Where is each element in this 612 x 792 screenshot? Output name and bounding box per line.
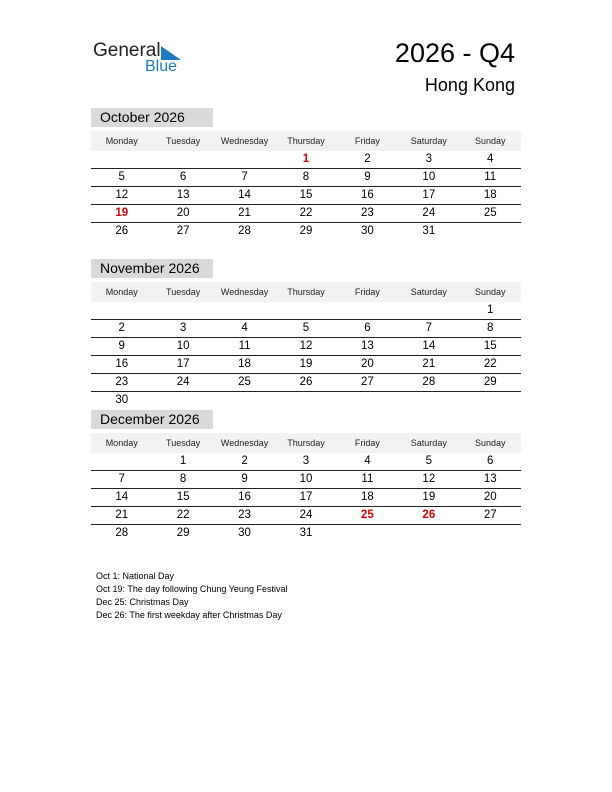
day-cell: 17 bbox=[299, 491, 313, 503]
day-cell: 17 bbox=[176, 358, 190, 370]
day-cell: 16 bbox=[238, 491, 251, 503]
week-row bbox=[91, 169, 521, 187]
weekday-label: Monday bbox=[105, 287, 138, 297]
weekday-label: Sunday bbox=[474, 438, 506, 448]
week-row bbox=[91, 223, 521, 240]
day-cell: 4 bbox=[487, 153, 494, 165]
day-cell: 3 bbox=[425, 153, 433, 165]
weekday-header-row bbox=[91, 282, 521, 302]
day-cell: 4 bbox=[364, 455, 371, 467]
day-cell: 16 bbox=[361, 189, 374, 201]
day-cell: 7 bbox=[425, 322, 433, 334]
weekday-header-row bbox=[91, 131, 521, 151]
month-title: October 2026 bbox=[91, 108, 213, 127]
day-cell: 25 bbox=[483, 207, 497, 219]
day-cell: 30 bbox=[361, 225, 374, 237]
day-cell: 22 bbox=[299, 207, 313, 219]
logo-text-general: General bbox=[93, 40, 161, 61]
day-cell: 19 bbox=[299, 358, 313, 370]
day-cell: 21 bbox=[115, 509, 129, 521]
day-cell: 31 bbox=[299, 527, 313, 539]
day-cell bbox=[214, 392, 275, 409]
weekday-label: Saturday bbox=[410, 136, 447, 146]
day-cell: 20 bbox=[483, 491, 497, 503]
day-cell: 7 bbox=[118, 473, 125, 485]
day-cell: 8 bbox=[179, 473, 187, 485]
weekday-label: Tuesday bbox=[166, 438, 201, 448]
holiday-notes bbox=[96, 570, 287, 622]
day-cell: 18 bbox=[361, 491, 374, 503]
day-cell: 8 bbox=[302, 171, 310, 183]
day-cell: 26 bbox=[115, 225, 129, 237]
day-cell: 24 bbox=[422, 207, 436, 219]
day-cell: 2 bbox=[118, 322, 125, 334]
week-row bbox=[91, 205, 521, 223]
weekday-label: Sunday bbox=[474, 287, 506, 297]
day-cell: 11 bbox=[484, 171, 497, 183]
weekday-label: Wednesday bbox=[220, 136, 269, 146]
day-cell: 23 bbox=[361, 207, 374, 219]
week-row bbox=[91, 320, 521, 338]
day-cell bbox=[152, 302, 213, 319]
weekday-label: Tuesday bbox=[166, 287, 201, 297]
day-cell: 6 bbox=[487, 455, 494, 467]
day-cell: 12 bbox=[299, 340, 313, 352]
day-cell: 27 bbox=[361, 376, 374, 388]
day-cell bbox=[91, 453, 152, 470]
day-cell: 29 bbox=[483, 376, 497, 388]
generalblue-logo bbox=[93, 40, 193, 80]
day-cell bbox=[337, 525, 398, 542]
day-cell bbox=[91, 151, 152, 168]
day-cell: 23 bbox=[115, 376, 129, 388]
day-cell: 24 bbox=[299, 509, 313, 521]
day-cell: 27 bbox=[176, 225, 190, 237]
day-cell: 28 bbox=[115, 527, 129, 539]
day-cell: 1 bbox=[487, 304, 494, 316]
day-cell: 15 bbox=[483, 340, 497, 352]
day-cell: 18 bbox=[483, 189, 497, 201]
day-cell bbox=[337, 392, 398, 409]
week-row bbox=[91, 471, 521, 489]
page-title: 2026 - Q4 bbox=[394, 38, 515, 68]
day-cell: 3 bbox=[179, 322, 187, 334]
weekday-label: Wednesday bbox=[220, 287, 269, 297]
weekday-label: Tuesday bbox=[166, 136, 201, 146]
holiday-day-cell: 26 bbox=[422, 509, 436, 521]
day-cell: 9 bbox=[241, 473, 248, 485]
day-cell: 11 bbox=[361, 473, 374, 485]
day-cell: 28 bbox=[238, 225, 251, 237]
month-october bbox=[91, 108, 521, 240]
day-cell: 26 bbox=[299, 376, 313, 388]
day-cell: 7 bbox=[241, 171, 248, 183]
day-cell: 5 bbox=[118, 171, 125, 183]
day-cell bbox=[337, 302, 398, 319]
day-cell bbox=[152, 151, 213, 168]
day-cell: 20 bbox=[176, 207, 190, 219]
week-row bbox=[91, 392, 521, 409]
logo-text-blue: Blue bbox=[145, 58, 178, 75]
day-cell: 5 bbox=[302, 322, 310, 334]
week-row bbox=[91, 187, 521, 205]
month-title: November 2026 bbox=[91, 259, 213, 278]
day-cell: 29 bbox=[176, 527, 190, 539]
day-cell: 10 bbox=[422, 171, 436, 183]
day-cell: 12 bbox=[115, 189, 129, 201]
holiday-note: Dec 26: The first weekday after Christmas Day bbox=[96, 610, 282, 620]
day-cell: 22 bbox=[483, 358, 497, 370]
weekday-label: Thursday bbox=[287, 438, 325, 448]
day-cell: 24 bbox=[176, 376, 190, 388]
weekday-label: Friday bbox=[354, 136, 380, 146]
day-cell bbox=[460, 223, 521, 240]
day-cell: 13 bbox=[176, 189, 190, 201]
weekday-label: Friday bbox=[354, 438, 380, 448]
day-cell: 8 bbox=[487, 322, 494, 334]
week-row bbox=[91, 489, 521, 507]
weekday-label: Friday bbox=[354, 287, 380, 297]
day-cell: 12 bbox=[422, 473, 436, 485]
week-row bbox=[91, 338, 521, 356]
day-cell bbox=[275, 392, 336, 409]
day-cell bbox=[152, 392, 213, 409]
weekday-label: Saturday bbox=[410, 287, 447, 297]
day-cell: 25 bbox=[238, 376, 251, 388]
day-cell: 11 bbox=[238, 340, 251, 352]
day-cell: 5 bbox=[425, 455, 433, 467]
day-cell: 27 bbox=[483, 509, 497, 521]
day-cell: 9 bbox=[364, 171, 371, 183]
day-cell bbox=[460, 392, 521, 409]
day-cell: 30 bbox=[115, 394, 129, 406]
week-row bbox=[91, 525, 521, 542]
day-cell: 15 bbox=[299, 189, 313, 201]
holiday-day-cell: 1 bbox=[302, 153, 310, 165]
day-cell: 19 bbox=[422, 491, 436, 503]
weekday-label: Thursday bbox=[287, 136, 325, 146]
day-cell: 10 bbox=[176, 340, 190, 352]
holiday-day-cell: 19 bbox=[115, 207, 129, 219]
day-cell bbox=[91, 302, 152, 319]
country-name: Hong Kong bbox=[424, 75, 515, 95]
day-cell bbox=[275, 302, 336, 319]
day-cell bbox=[398, 302, 459, 319]
day-cell bbox=[214, 151, 275, 168]
weekday-label: Monday bbox=[105, 136, 138, 146]
day-cell: 28 bbox=[422, 376, 436, 388]
weekday-header-row bbox=[91, 433, 521, 453]
day-cell: 20 bbox=[361, 358, 374, 370]
day-cell: 2 bbox=[364, 153, 371, 165]
week-row bbox=[91, 356, 521, 374]
weekday-label: Saturday bbox=[410, 438, 447, 448]
day-cell: 2 bbox=[241, 455, 248, 467]
day-cell bbox=[398, 525, 459, 542]
week-row bbox=[91, 151, 521, 169]
holiday-note: Oct 1: National Day bbox=[96, 571, 175, 581]
holiday-note: Oct 19: The day following Chung Yeung Festival bbox=[96, 584, 288, 594]
weekday-label: Sunday bbox=[474, 136, 506, 146]
week-row bbox=[91, 302, 521, 320]
weekday-label: Wednesday bbox=[220, 438, 269, 448]
day-cell: 22 bbox=[176, 509, 190, 521]
day-cell: 21 bbox=[238, 207, 251, 219]
day-cell: 30 bbox=[238, 527, 251, 539]
month-december bbox=[91, 410, 521, 542]
weekday-label: Thursday bbox=[287, 287, 325, 297]
day-cell: 4 bbox=[241, 322, 248, 334]
day-cell: 3 bbox=[302, 455, 310, 467]
day-cell: 29 bbox=[299, 225, 313, 237]
day-cell: 13 bbox=[361, 340, 374, 352]
day-cell: 9 bbox=[118, 340, 125, 352]
day-cell bbox=[398, 392, 459, 409]
day-cell: 13 bbox=[483, 473, 497, 485]
day-cell: 23 bbox=[238, 509, 251, 521]
day-cell bbox=[214, 302, 275, 319]
day-cell: 17 bbox=[422, 189, 436, 201]
weekday-label: Monday bbox=[105, 438, 138, 448]
day-cell: 14 bbox=[115, 491, 129, 503]
day-cell bbox=[460, 525, 521, 542]
holiday-day-cell: 25 bbox=[361, 509, 374, 521]
day-cell: 10 bbox=[299, 473, 313, 485]
day-cell: 14 bbox=[238, 189, 251, 201]
month-title: December 2026 bbox=[91, 410, 213, 429]
day-cell: 6 bbox=[364, 322, 371, 334]
day-cell: 1 bbox=[179, 455, 187, 467]
day-cell: 21 bbox=[422, 358, 436, 370]
day-cell: 6 bbox=[179, 171, 187, 183]
week-row bbox=[91, 374, 521, 392]
day-cell: 16 bbox=[115, 358, 129, 370]
day-cell: 15 bbox=[176, 491, 190, 503]
day-cell: 18 bbox=[238, 358, 251, 370]
holiday-note: Dec 25: Christmas Day bbox=[96, 597, 189, 607]
day-cell: 31 bbox=[422, 225, 436, 237]
week-row bbox=[91, 453, 521, 471]
day-cell: 14 bbox=[422, 340, 436, 352]
week-row bbox=[91, 507, 521, 525]
month-november bbox=[91, 259, 521, 409]
